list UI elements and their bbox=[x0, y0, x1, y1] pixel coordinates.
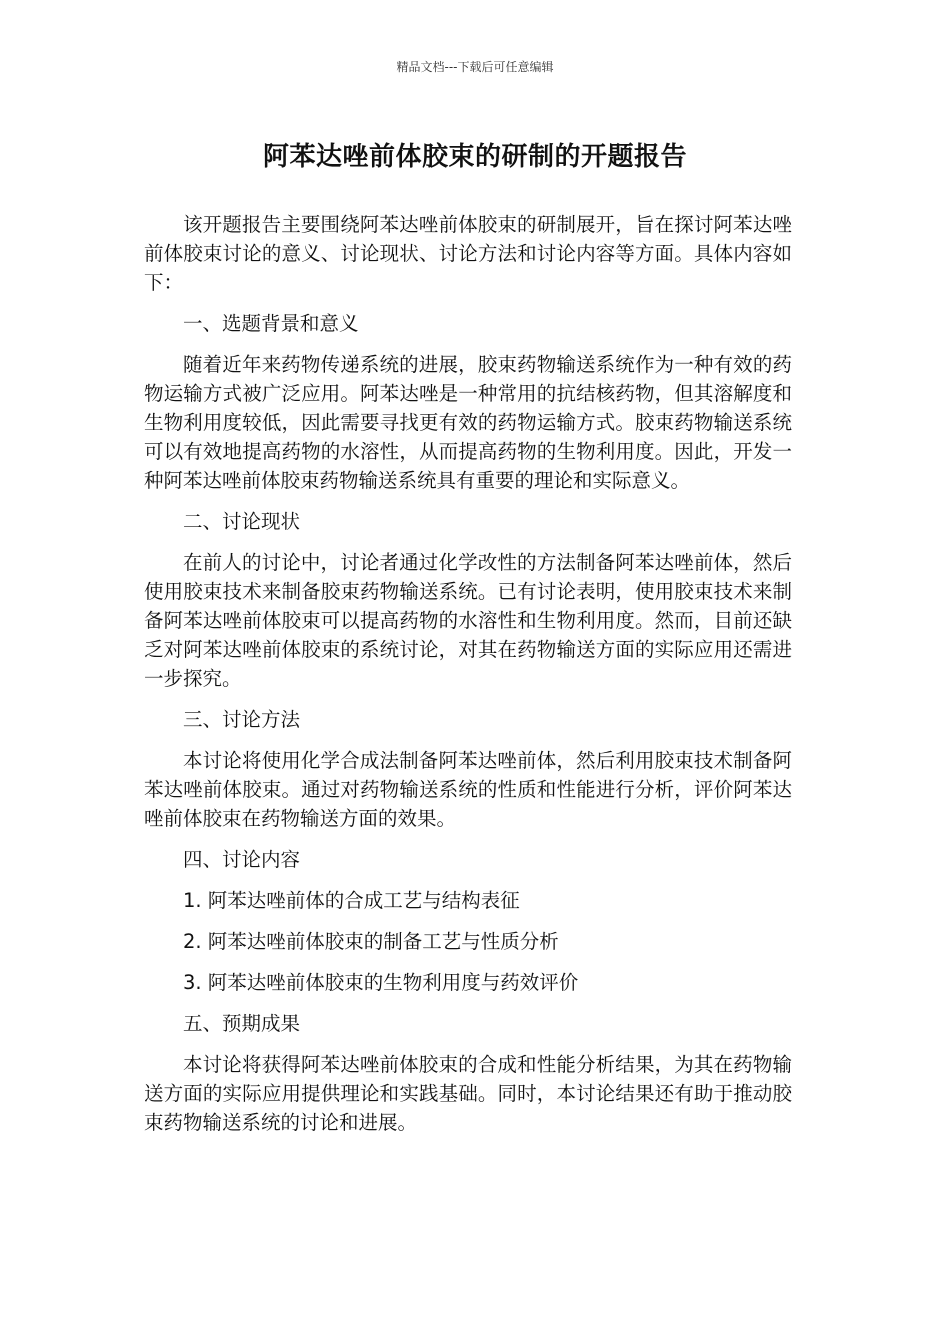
section-text-methods: 本讨论将使用化学合成法制备阿苯达唑前体，然后利用胶束技术制备阿苯达唑前体胶束。通过对药物输送系统的性质和性能进行分析，评价阿苯达唑前体胶束在药物输送方面的效果。 bbox=[144, 749, 792, 830]
page-header-note: 精品文档---下载后可任意编辑 bbox=[396, 60, 554, 74]
section-heading-methods: 三、讨论方法 bbox=[183, 708, 301, 731]
section-heading-outcomes: 五、预期成果 bbox=[183, 1012, 301, 1035]
section-heading-content: 四、讨论内容 bbox=[183, 848, 301, 871]
section-heading-status: 二、讨论现状 bbox=[183, 510, 301, 533]
document-body bbox=[144, 210, 792, 1149]
content-list-item: 2. 阿苯达唑前体胶束的制备工艺与性质分析 bbox=[183, 930, 559, 953]
content-list-item: 1. 阿苯达唑前体的合成工艺与结构表征 bbox=[183, 889, 520, 912]
section-text-outcomes: 本讨论将获得阿苯达唑前体胶束的合成和性能分析结果，为其在药物输送方面的实际应用提供理论和实践基础。同时，本讨论结果还有助于推动胶束药物输送系统的讨论和进展。 bbox=[144, 1053, 792, 1134]
section-text-status: 在前人的讨论中，讨论者通过化学改性的方法制备阿苯达唑前体，然后使用胶束技术来制备胶束药物输送系统。已有讨论表明，使用胶束技术来制备阿苯达唑前体胶束可以提高药物的水溶性和生物利用度。然而，目前还缺乏对阿苯达唑前体胶束的系统讨论，对其在药物输送方面的实际应用还需进一步探究。 bbox=[144, 551, 792, 690]
intro-paragraph: 该开题报告主要围绕阿苯达唑前体胶束的研制展开，旨在探讨阿苯达唑前体胶束讨论的意义、讨论现状、讨论方法和讨论内容等方面。具体内容如下： bbox=[144, 213, 792, 294]
document-title: 阿苯达唑前体胶束的研制的开题报告 bbox=[262, 142, 687, 172]
section-heading-background: 一、选题背景和意义 bbox=[183, 312, 359, 335]
section-text-background: 随着近年来药物传递系统的进展，胶束药物输送系统作为一种有效的药物运输方式被广泛应用。阿苯达唑是一种常用的抗结核药物，但其溶解度和生物利用度较低，因此需要寻找更有效的药物运输方式。胶束药物输送系统可以有效地提高药物的水溶性，从而提高药物的生物利用度。因此，开发一种阿苯达唑前体胶束药物输送系统具有重要的理论和实际意义。 bbox=[144, 353, 792, 492]
content-list-item: 3. 阿苯达唑前体胶束的生物利用度与药效评价 bbox=[183, 971, 579, 994]
